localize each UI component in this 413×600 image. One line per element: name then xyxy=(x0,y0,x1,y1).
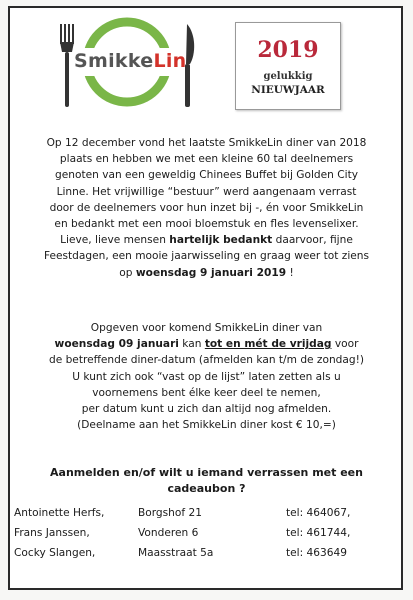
contact-row xyxy=(14,503,399,523)
bold-date: woensdag 09 januari xyxy=(54,338,179,351)
contact-address: Vonderen 6 xyxy=(138,527,199,539)
contact-phone: tel: 464067, xyxy=(286,507,351,519)
text-line xyxy=(14,265,399,281)
contact-row xyxy=(14,543,399,563)
contact-name: Frans Janssen, xyxy=(14,527,90,539)
text-line: plaats en hebben we met een kleine 60 tal deelnemers xyxy=(59,153,354,166)
text-line: per datum kunt u zich dan altijd nog afmelden. xyxy=(81,403,332,416)
intro-paragraph xyxy=(14,135,399,281)
text-span: voor xyxy=(331,338,359,351)
contact-phone: tel: 463649 xyxy=(286,547,347,559)
card-year: 2019 xyxy=(257,37,319,63)
text-line: Op 12 december vond het laatste SmikkeLin diner van 2018 xyxy=(46,137,367,149)
heading-line: cadeaubon ? xyxy=(167,482,246,495)
signup-paragraph xyxy=(14,320,399,433)
contact-address: Borgshof 21 xyxy=(138,507,202,519)
text-span: daarvoor, fijne xyxy=(272,234,353,247)
text-span: op xyxy=(119,266,136,279)
signup-heading xyxy=(14,465,399,497)
contact-phone: tel: 461744, xyxy=(286,527,351,539)
text-line: door de deelnemers voor hun inzet bij -, én voor SmikkeLin xyxy=(49,201,364,214)
brand-suffix: Lin xyxy=(153,50,187,72)
smikkelin-logo xyxy=(52,12,202,112)
text-span: ! xyxy=(286,266,294,279)
text-line: U kunt zich ook “vast op de lijst” laten zetten als u xyxy=(72,370,341,383)
bold-date: woensdag 9 januari 2019 xyxy=(135,266,287,279)
text-line: voornemens bent élke keer deel te nemen, xyxy=(92,386,321,399)
contact-list xyxy=(14,503,399,563)
brand-name xyxy=(74,50,187,72)
brand-prefix: Smikke xyxy=(74,50,154,72)
card-new-year: NIEUWJAAR xyxy=(251,84,325,96)
fork-icon xyxy=(60,24,74,107)
contact-name: Antoinette Herfs, xyxy=(14,507,105,519)
text-line: de betreffende diner-datum (afmelden kan t/m de zondag!) xyxy=(48,354,365,367)
text-line: Linne. Het vrijwillige “bestuur” werd aangenaam verrast xyxy=(56,185,357,198)
contact-row xyxy=(14,523,399,543)
text-line: genoten van een geweldig Chinees Buffet bij Golden City xyxy=(55,169,358,182)
contact-address: Maasstraat 5a xyxy=(138,547,214,559)
text-line xyxy=(14,336,399,352)
text-span: Lieve, lieve mensen xyxy=(60,234,170,247)
text-line: Opgeven voor komend SmikkeLin diner van xyxy=(90,322,323,334)
underlined-deadline: tot en mét de vrijdag xyxy=(204,338,332,351)
contact-name: Cocky Slangen, xyxy=(14,547,96,559)
heading-line: Aanmelden en/of wilt u iemand verrassen met een xyxy=(50,466,363,479)
new-year-card xyxy=(235,22,341,110)
text-line: (Deelname aan het SmikkeLin diner kost € 10,=) xyxy=(77,419,336,432)
text-line xyxy=(14,232,399,248)
text-line: en bedankt met een mooi bloemstuk en fles levenselixer. xyxy=(54,218,359,231)
card-greeting: gelukkig xyxy=(263,71,313,82)
text-span: kan xyxy=(178,338,205,351)
bold-thanks: hartelijk bedankt xyxy=(169,234,273,247)
text-line: Feestdagen, een mooie jaarwisseling en graag weer tot ziens xyxy=(43,250,370,263)
